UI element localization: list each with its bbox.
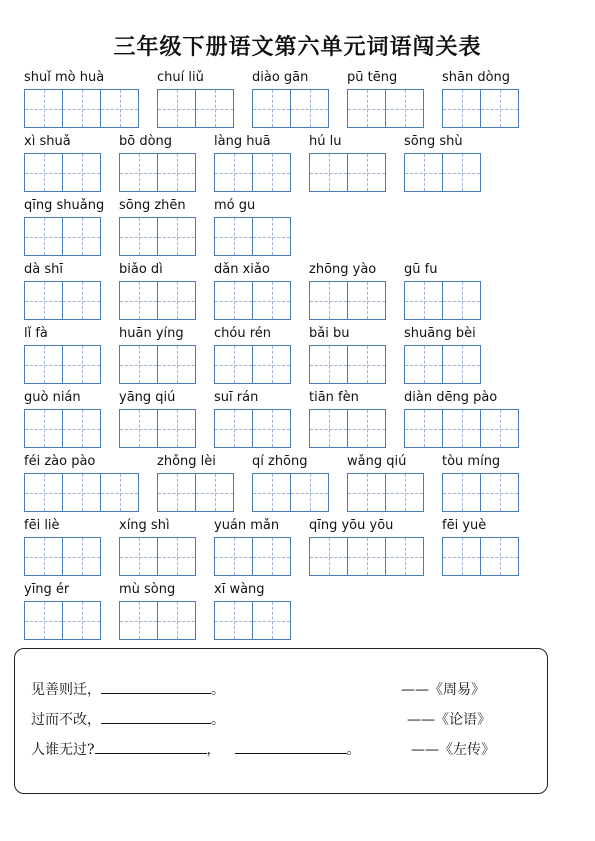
word-item	[119, 326, 196, 386]
writing-cell[interactable]	[62, 473, 101, 512]
writing-boxes	[24, 473, 138, 512]
quote-line-1	[31, 679, 225, 699]
writing-cell[interactable]	[62, 409, 101, 448]
writing-boxes	[347, 89, 423, 128]
pinyin-label: shuāng bèi	[404, 326, 476, 341]
pinyin-label: mù sòng	[119, 582, 176, 597]
word-item	[404, 390, 519, 450]
word-item	[252, 70, 329, 130]
pinyin-label: huān yíng	[119, 326, 184, 341]
writing-cell[interactable]	[442, 345, 481, 384]
writing-cell[interactable]	[385, 473, 424, 512]
writing-boxes	[214, 217, 290, 256]
word-row	[24, 390, 584, 452]
writing-cell[interactable]	[157, 473, 196, 512]
pinyin-label: tiān fèn	[309, 390, 359, 405]
writing-boxes	[404, 153, 480, 192]
quote-source-1: ——《周易》	[401, 682, 485, 698]
word-item	[119, 134, 196, 194]
word-item	[442, 518, 519, 578]
quote-line-2	[31, 709, 225, 729]
writing-boxes	[24, 89, 138, 128]
writing-cell[interactable]	[442, 409, 481, 448]
word-item	[309, 262, 386, 322]
writing-cell[interactable]	[214, 153, 253, 192]
word-item	[24, 198, 105, 258]
writing-cell[interactable]	[62, 345, 101, 384]
writing-cell[interactable]	[24, 537, 63, 576]
writing-cell[interactable]	[214, 281, 253, 320]
writing-boxes	[214, 153, 290, 192]
page-title: 三年级下册语文第六单元词语闯关表	[113, 34, 482, 60]
writing-boxes	[404, 281, 480, 320]
writing-boxes	[24, 281, 100, 320]
word-item	[24, 134, 101, 194]
writing-cell[interactable]	[24, 153, 63, 192]
writing-boxes	[119, 217, 195, 256]
quote-end-1: 。	[211, 682, 225, 698]
word-item	[309, 326, 386, 386]
pinyin-label: mó gu	[214, 198, 256, 213]
pinyin-label: hú lu	[309, 134, 342, 149]
writing-cell[interactable]	[157, 217, 196, 256]
pinyin-label: fēi liè	[24, 518, 60, 533]
writing-cell[interactable]	[252, 217, 291, 256]
writing-cell[interactable]	[62, 153, 101, 192]
writing-cell[interactable]	[119, 537, 158, 576]
writing-boxes	[252, 89, 328, 128]
pinyin-label: suī rán	[214, 390, 259, 405]
writing-cell[interactable]	[24, 345, 63, 384]
writing-cell[interactable]	[252, 345, 291, 384]
pinyin-label: gū fu	[404, 262, 438, 277]
writing-cell[interactable]	[214, 601, 253, 640]
writing-cell[interactable]	[214, 537, 253, 576]
writing-boxes	[214, 537, 290, 576]
word-row	[24, 326, 584, 388]
writing-cell[interactable]	[195, 89, 234, 128]
word-item	[214, 262, 291, 322]
writing-boxes	[24, 601, 100, 640]
writing-cell[interactable]	[347, 89, 386, 128]
pinyin-label: diào gān	[252, 70, 309, 85]
writing-cell[interactable]	[157, 153, 196, 192]
pinyin-label: dà shī	[24, 262, 63, 277]
writing-boxes	[214, 345, 290, 384]
writing-boxes	[404, 345, 480, 384]
writing-cell[interactable]	[62, 601, 101, 640]
quote-blank-2[interactable]	[101, 709, 211, 724]
pinyin-label: zhǒng lèi	[157, 454, 216, 469]
writing-cell[interactable]	[214, 345, 253, 384]
quote-blank-3a[interactable]	[95, 739, 207, 754]
writing-cell[interactable]	[347, 537, 386, 576]
writing-cell[interactable]	[290, 473, 329, 512]
word-item	[24, 454, 139, 514]
quote-line-3	[31, 739, 361, 759]
word-row	[24, 134, 584, 196]
writing-cell[interactable]	[442, 89, 481, 128]
writing-cell[interactable]	[309, 281, 348, 320]
writing-boxes	[24, 409, 100, 448]
word-item	[24, 326, 101, 386]
writing-cell[interactable]	[195, 473, 234, 512]
writing-boxes	[157, 473, 233, 512]
quote-end-2: 。	[211, 712, 225, 728]
writing-boxes	[119, 153, 195, 192]
writing-cell[interactable]	[24, 89, 63, 128]
writing-boxes	[309, 153, 385, 192]
writing-cell[interactable]	[442, 153, 481, 192]
writing-cell[interactable]	[480, 473, 519, 512]
writing-cell[interactable]	[119, 409, 158, 448]
pinyin-label: xì shuǎ	[24, 134, 71, 149]
pinyin-label: yīng ér	[24, 582, 70, 597]
quote-source-3: ——《左传》	[411, 742, 495, 758]
writing-boxes	[442, 473, 518, 512]
pinyin-label: sōng shù	[404, 134, 463, 149]
quote-text-2: 过而不改，	[31, 712, 101, 728]
writing-cell[interactable]	[385, 89, 424, 128]
writing-boxes	[157, 89, 233, 128]
writing-cell[interactable]	[119, 153, 158, 192]
pinyin-label: dǎn xiǎo	[214, 262, 270, 277]
writing-boxes	[24, 217, 100, 256]
writing-cell[interactable]	[309, 537, 348, 576]
writing-cell[interactable]	[404, 409, 443, 448]
word-item	[252, 454, 329, 514]
pinyin-label: yāng qiú	[119, 390, 176, 405]
pinyin-label: zhōng yào	[309, 262, 377, 277]
pinyin-label: qí zhōng	[252, 454, 308, 469]
word-row	[24, 518, 584, 580]
word-item	[119, 390, 196, 450]
writing-boxes	[24, 537, 100, 576]
pinyin-label: diàn dēng pào	[404, 390, 498, 405]
writing-boxes	[119, 537, 195, 576]
writing-cell[interactable]	[480, 537, 519, 576]
writing-cell[interactable]	[404, 281, 443, 320]
writing-boxes	[309, 409, 385, 448]
pinyin-label: féi zào pào	[24, 454, 96, 469]
quote-mid-3: ，	[206, 742, 221, 758]
writing-cell[interactable]	[347, 473, 386, 512]
writing-cell[interactable]	[404, 153, 443, 192]
writing-boxes	[214, 601, 290, 640]
writing-cell[interactable]	[157, 537, 196, 576]
word-item	[157, 454, 234, 514]
pinyin-label: shuǐ mò huà	[24, 70, 105, 85]
writing-cell[interactable]	[252, 89, 291, 128]
writing-boxes	[309, 345, 385, 384]
writing-cell[interactable]	[442, 473, 481, 512]
word-item	[24, 582, 101, 642]
writing-cell[interactable]	[119, 217, 158, 256]
writing-boxes	[442, 89, 518, 128]
writing-cell[interactable]	[309, 153, 348, 192]
pinyin-label: tòu míng	[442, 454, 501, 469]
pinyin-label: qīng shuǎng	[24, 198, 105, 213]
word-item	[442, 454, 519, 514]
writing-boxes	[214, 281, 290, 320]
writing-boxes	[24, 345, 100, 384]
writing-boxes	[252, 473, 328, 512]
writing-boxes	[214, 409, 290, 448]
writing-cell[interactable]	[252, 281, 291, 320]
writing-cell[interactable]	[100, 473, 139, 512]
writing-cell[interactable]	[119, 345, 158, 384]
writing-cell[interactable]	[347, 409, 386, 448]
writing-cell[interactable]	[119, 281, 158, 320]
pinyin-label: fēi yuè	[442, 518, 487, 533]
word-item	[24, 518, 101, 578]
word-item	[309, 518, 424, 578]
pinyin-label: wǎng qiú	[347, 454, 407, 469]
pinyin-label: chuí liǔ	[157, 70, 204, 85]
word-item	[404, 262, 481, 322]
pinyin-label: bǎi bu	[309, 326, 350, 341]
pinyin-label: chóu rén	[214, 326, 272, 341]
writing-cell[interactable]	[442, 281, 481, 320]
writing-cell[interactable]	[157, 281, 196, 320]
writing-cell[interactable]	[404, 345, 443, 384]
pinyin-label: shān dòng	[442, 70, 511, 85]
word-row	[24, 582, 584, 644]
word-item	[309, 134, 386, 194]
word-item	[119, 582, 196, 642]
writing-cell[interactable]	[24, 281, 63, 320]
word-row	[24, 198, 584, 260]
writing-cell[interactable]	[157, 89, 196, 128]
quote-end-3: 。	[346, 742, 361, 758]
pinyin-label: làng huā	[214, 134, 271, 149]
word-item	[119, 198, 196, 258]
word-item	[347, 454, 424, 514]
quote-text-1: 见善则迁，	[31, 682, 101, 698]
word-item	[214, 518, 291, 578]
writing-boxes	[442, 537, 518, 576]
writing-boxes	[24, 153, 100, 192]
word-item	[157, 70, 234, 130]
word-item	[214, 326, 291, 386]
pinyin-label: sōng zhēn	[119, 198, 186, 213]
word-item	[442, 70, 519, 130]
word-row	[24, 262, 584, 324]
writing-cell[interactable]	[442, 537, 481, 576]
writing-cell[interactable]	[480, 89, 519, 128]
writing-boxes	[119, 281, 195, 320]
writing-cell[interactable]	[290, 89, 329, 128]
word-item	[24, 70, 139, 130]
word-item	[214, 390, 291, 450]
pinyin-label: lǐ fà	[24, 326, 48, 341]
writing-cell[interactable]	[252, 601, 291, 640]
word-item	[347, 70, 424, 130]
writing-cell[interactable]	[24, 473, 63, 512]
pinyin-label: pū tēng	[347, 70, 398, 85]
writing-cell[interactable]	[309, 345, 348, 384]
word-item	[404, 326, 481, 386]
pinyin-label: xíng shì	[119, 518, 170, 533]
writing-cell[interactable]	[347, 345, 386, 384]
word-item	[214, 582, 291, 642]
writing-cell[interactable]	[100, 89, 139, 128]
word-item	[24, 390, 101, 450]
word-item	[404, 134, 481, 194]
writing-boxes	[119, 345, 195, 384]
writing-cell[interactable]	[157, 409, 196, 448]
writing-cell[interactable]	[62, 217, 101, 256]
quote-text-3: 人谁无过?	[31, 742, 95, 758]
writing-cell[interactable]	[157, 345, 196, 384]
pinyin-label: yuán mǎn	[214, 518, 280, 533]
pinyin-label: xī wàng	[214, 582, 265, 597]
writing-cell[interactable]	[24, 601, 63, 640]
writing-cell[interactable]	[252, 473, 291, 512]
pinyin-label: bō dòng	[119, 134, 173, 149]
writing-cell[interactable]	[24, 217, 63, 256]
pinyin-label: guò nián	[24, 390, 81, 405]
word-row	[24, 70, 584, 132]
writing-cell[interactable]	[157, 601, 196, 640]
writing-cell[interactable]	[252, 153, 291, 192]
pinyin-label: biǎo dì	[119, 262, 163, 277]
writing-cell[interactable]	[385, 537, 424, 576]
writing-boxes	[347, 473, 423, 512]
writing-boxes	[119, 409, 195, 448]
word-item	[119, 262, 196, 322]
writing-cell[interactable]	[24, 409, 63, 448]
quote-source-2: ——《论语》	[407, 712, 491, 728]
writing-cell[interactable]	[309, 409, 348, 448]
word-row	[24, 454, 584, 516]
writing-cell[interactable]	[214, 217, 253, 256]
word-item	[214, 198, 291, 258]
writing-cell[interactable]	[347, 281, 386, 320]
writing-cell[interactable]	[62, 281, 101, 320]
writing-boxes	[309, 281, 385, 320]
word-item	[119, 518, 196, 578]
quote-box	[14, 648, 548, 794]
quote-blank-1[interactable]	[101, 679, 211, 694]
pinyin-label: qīng yōu yōu	[309, 518, 394, 533]
word-item	[309, 390, 386, 450]
writing-cell[interactable]	[62, 537, 101, 576]
writing-cell[interactable]	[480, 409, 519, 448]
word-item	[214, 134, 291, 194]
writing-boxes	[309, 537, 423, 576]
word-item	[24, 262, 101, 322]
writing-boxes	[404, 409, 518, 448]
writing-cell[interactable]	[119, 601, 158, 640]
writing-boxes	[119, 601, 195, 640]
writing-cell[interactable]	[252, 409, 291, 448]
writing-cell[interactable]	[62, 89, 101, 128]
quote-blank-3b[interactable]	[235, 739, 347, 754]
writing-cell[interactable]	[214, 409, 253, 448]
writing-cell[interactable]	[347, 153, 386, 192]
writing-cell[interactable]	[252, 537, 291, 576]
